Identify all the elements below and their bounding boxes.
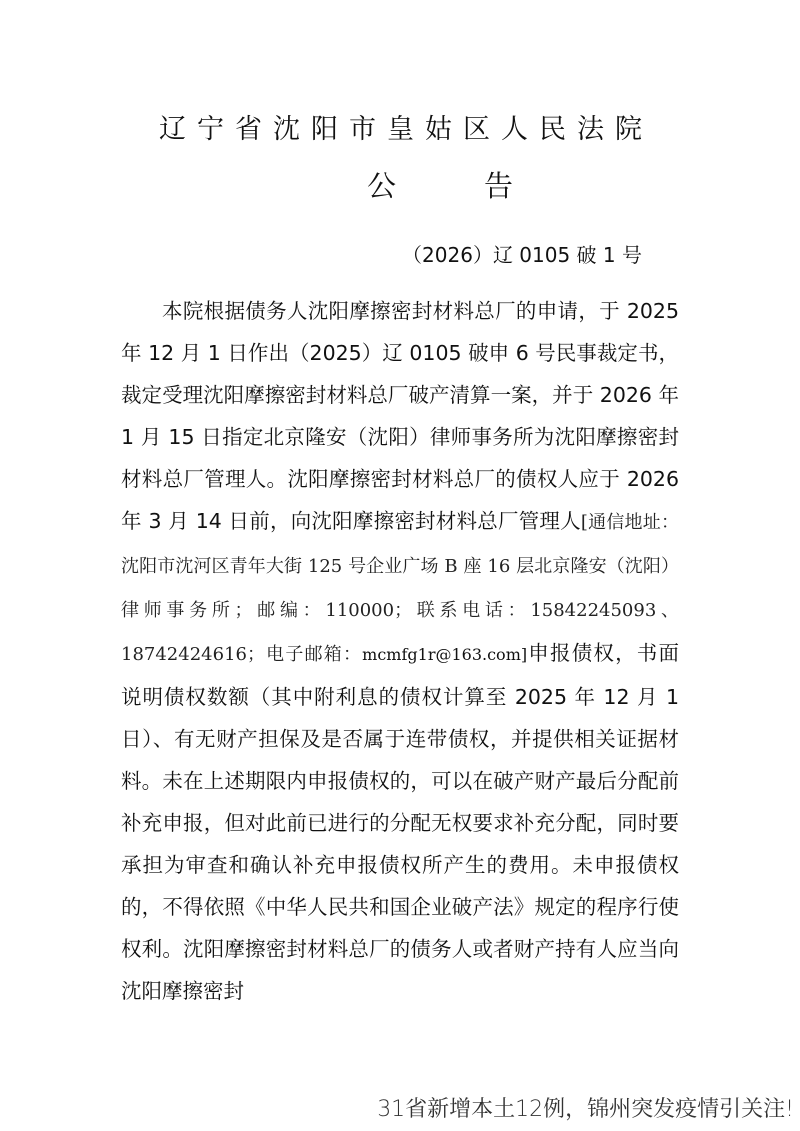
body-text-part2: 申报债权，书面说明债权数额（其中附利息的债权计算至 2025 年 12 月 1 日）、有无财产担保及是否属于连带债权，并提供相关证据材料。未在上述期限内申报债权的，可以在破产财产最后分配前补充申报，但对此前已进行的分配无权要求补充分配，同时要承担为审查和确认补充申报债权所产生的费用。未申报债权的，不得依照《中华人民共和国企业破产法》规定的程序行使权利。沈阳摩擦密封材料总厂的债务人或者财产持有人应当向沈阳摩擦密封 [121, 641, 679, 1003]
body-text-part1: 本院根据债务人沈阳摩擦密封材料总厂的申请，于 2025 年 12 月 1 日作出（2025）辽 0105 破申 6 号民事裁定书，裁定受理沈阳摩擦密封材料总厂破产清算一案，并于 2026 年 1 月 15 日指定北京隆安（沈阳）律师事务所为沈阳摩擦密封材料总厂管理人。沈阳摩擦密封材料总厂的债权人应于 2026 年 3 月 14 日前，向沈阳摩擦密封材料总厂管理人 [121, 299, 679, 533]
email-address: mcmfg1r@163.com] [362, 645, 528, 664]
case-number: （2026）辽 0105 破 1 号 [402, 243, 642, 267]
address-contact-info: [通信地址：沈阳市沈河区青年大街 125 号企业广场 B 座 16 层北京隆安（沈阳）律师事务所；邮编：110000；联系电话：15842245093、18742424616；电子邮箱： [121, 512, 679, 665]
document-type-title: 公告 [366, 169, 601, 203]
footer-caption: 31省新增本土12例，锦州突发疫情引关注! [377, 1097, 794, 1122]
notice-body-paragraph [121, 290, 679, 1012]
court-name: 辽宁省沈阳市皇姑区人民法院 [159, 114, 653, 145]
